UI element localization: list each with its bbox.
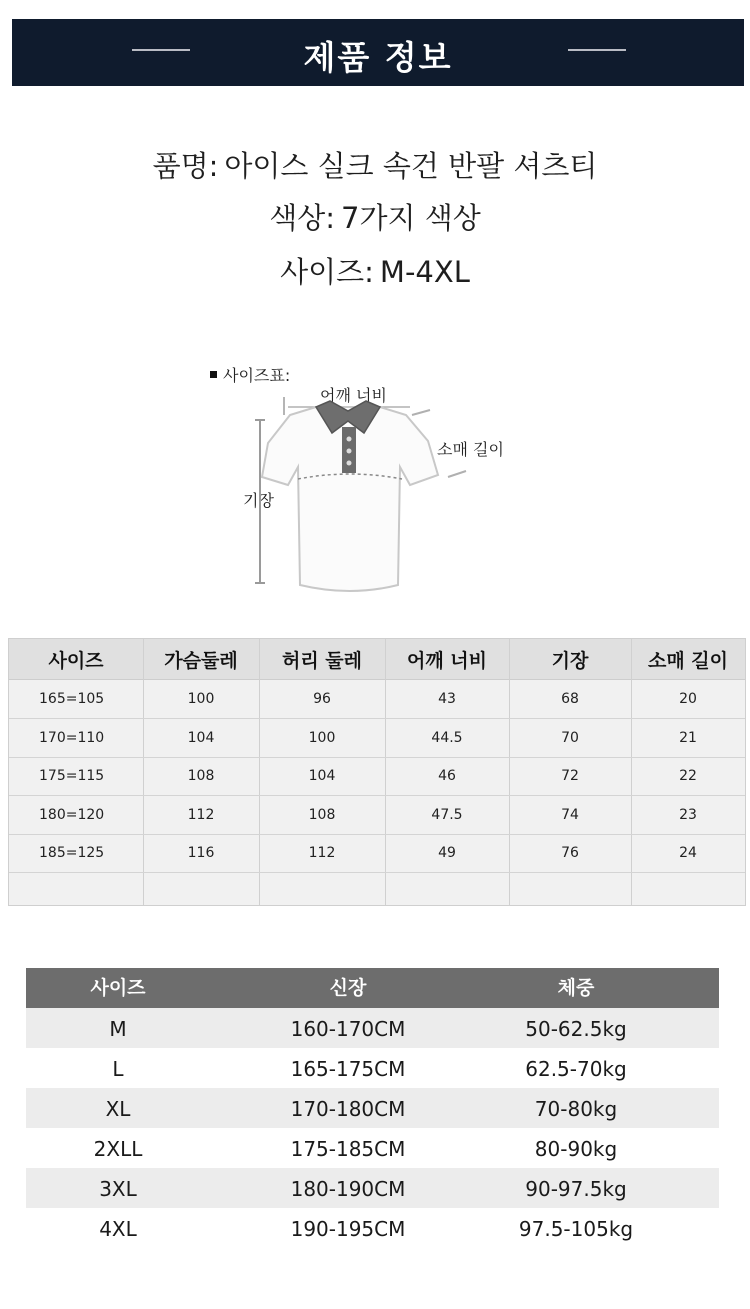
height-weight-table-header [26,968,719,1008]
height-cell: 175-185CM [290,1137,406,1161]
measurement-cell: 108 [187,768,215,784]
measurement-cell: 21 [679,730,697,746]
table-row [26,1088,719,1128]
measurement-cell: 68 [561,691,579,707]
product-name-label: 품명: [152,149,219,183]
color-label: 색상: [269,201,336,235]
measurement-cell: 22 [679,768,697,784]
measurement-cell: 170=110 [39,730,105,746]
product-name-line [0,144,750,185]
measurement-cell: 112 [187,807,215,823]
measurement-cell: 70 [561,730,579,746]
color-line [0,196,750,237]
size-range-value: M-4XL [379,255,470,289]
size-cell: 3XL [99,1177,137,1201]
weight-cell: 62.5-70kg [525,1057,627,1081]
measurement-cell: 96 [313,691,331,707]
measurement-cell: 100 [308,730,336,746]
size-cell: 4XL [99,1217,137,1241]
weight-cell: 70-80kg [534,1097,618,1121]
height-cell: 165-175CM [290,1057,406,1081]
measurement-cell: 23 [679,807,697,823]
size-chart-heading: 사이즈표: [210,363,290,386]
measurement-cell: 180=120 [39,807,105,823]
measurement-cell: 46 [438,768,456,784]
table-row [26,1048,719,1088]
color-value: 7가지 색상 [341,201,481,235]
measurement-cell: 185=125 [39,845,105,861]
measurement-cell: 76 [561,845,579,861]
size-cell: 2XLL [93,1137,143,1161]
measurement-cell: 100 [187,691,215,707]
measurement-cell: 20 [679,691,697,707]
table-row-divider [9,872,745,873]
shoulder-width-label: 어깨 너비 [320,386,387,405]
measurement-cell: 24 [679,845,697,861]
sleeve-length-label: 소매 길이 [437,440,504,459]
table-row [26,1008,719,1048]
measurement-header-cell: 어깨 너비 [406,650,488,672]
measurement-table [8,638,746,906]
product-name-value: 아이스 실크 속건 반팔 셔츠티 [224,149,598,183]
height-cell: 170-180CM [290,1097,406,1121]
measurement-cell: 43 [438,691,456,707]
size-range-line [0,250,750,291]
table-row [26,1208,719,1248]
measurement-cell: 44.5 [431,730,463,746]
measurement-header-cell: 소매 길이 [647,650,729,672]
height-cell: 180-190CM [290,1177,406,1201]
measurement-header-cell: 허리 둘레 [281,650,363,672]
header-height: 신장 [329,977,367,999]
measurement-cell: 104 [308,768,336,784]
size-range-label: 사이즈: [280,255,374,289]
measurement-header-cell: 기장 [551,650,589,672]
measurement-cell: 116 [187,845,215,861]
length-label: 기장 [243,491,274,510]
measurement-header-cell: 가슴둘레 [164,650,238,672]
measurement-cell: 165=105 [39,691,105,707]
polo-shirt-icon [240,385,480,605]
size-cell: XL [105,1097,131,1121]
page-title: 제품 정보 [303,38,453,77]
measurement-cell: 72 [561,768,579,784]
size-cell: L [112,1057,124,1081]
bullet-icon [210,371,217,378]
table-row [26,1168,719,1208]
measurement-header-cell: 사이즈 [48,650,104,672]
weight-cell: 97.5-105kg [518,1217,634,1241]
height-weight-table [26,968,719,1248]
banner-dash-right [568,49,626,51]
height-cell: 160-170CM [290,1017,406,1041]
header-size: 사이즈 [90,977,146,999]
measurement-cell: 49 [438,845,456,861]
table-row [26,1128,719,1168]
weight-cell: 90-97.5kg [525,1177,627,1201]
weight-cell: 50-62.5kg [525,1017,627,1041]
header-banner [12,19,744,86]
measurement-cell: 175=115 [39,768,105,784]
measurement-cell: 112 [308,845,336,861]
measurement-cell: 104 [187,730,215,746]
size-cell: M [109,1017,127,1041]
measurement-cell: 47.5 [431,807,463,823]
measurement-cell: 108 [308,807,336,823]
measurement-cell: 74 [561,807,579,823]
header-weight: 체중 [557,977,595,999]
height-cell: 190-195CM [290,1217,406,1241]
weight-cell: 80-90kg [534,1137,618,1161]
